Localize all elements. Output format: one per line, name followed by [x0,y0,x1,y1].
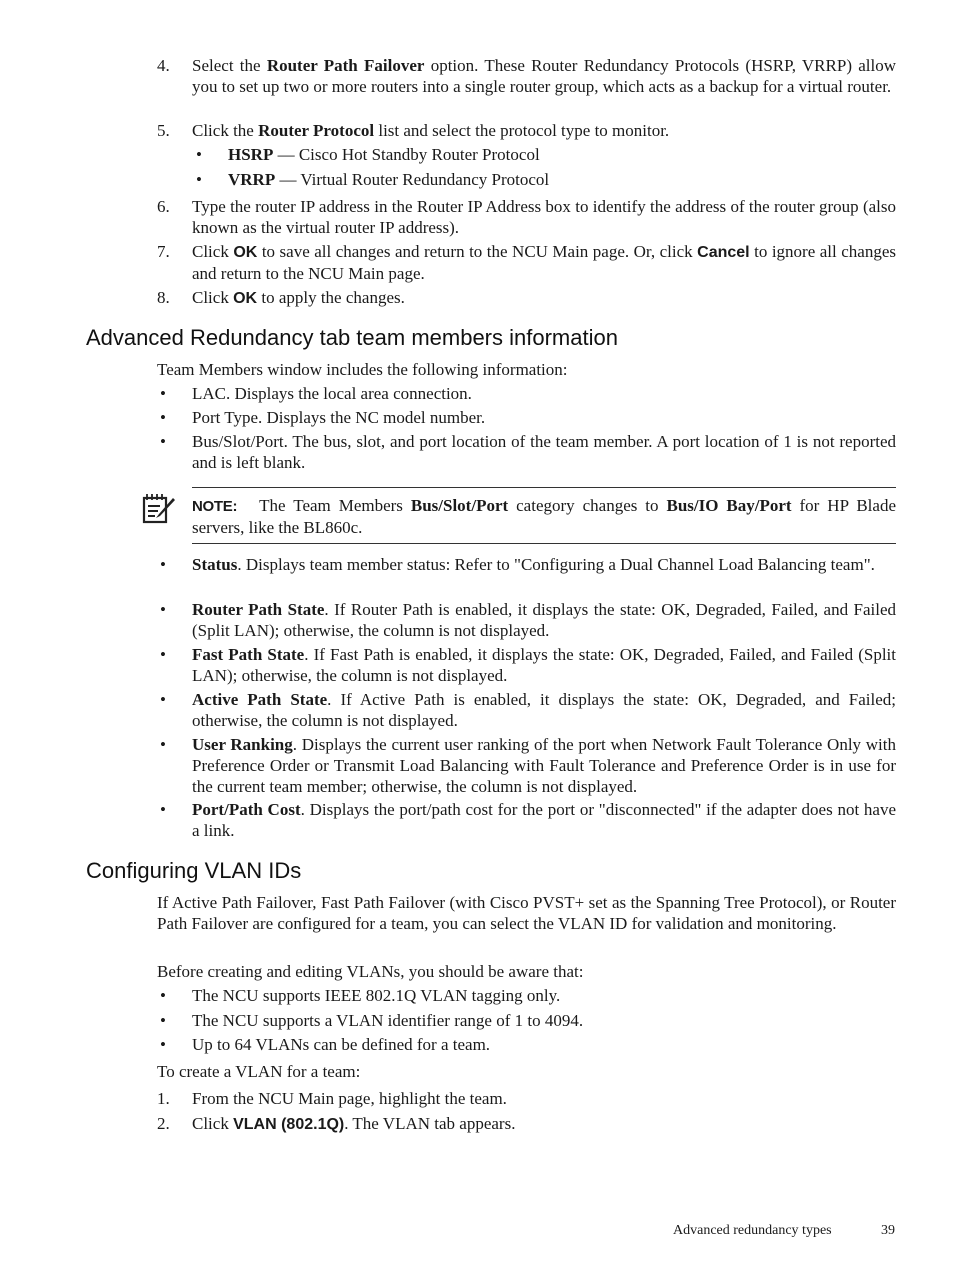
bullet: • [160,800,166,819]
ok-button-label: OK [233,244,258,261]
column-desc: . Displays the port/path cost for the port or "disconnected" if the adapter does not have a link. [192,800,897,840]
step-text: From the NCU Main page, highlight the team. [192,1089,507,1108]
paragraph: Before creating and editing VLANs, you should be aware that: [157,962,584,981]
ok-button-label: OK [233,290,258,307]
bullet: • [160,1011,166,1030]
list-item: Bus/Slot/Port. The bus, slot, and port location of the team member. A port location of 1 is not reported and is left blank. [192,432,896,472]
step-text: to apply the changes. [257,288,405,307]
note-text [192,496,896,539]
cancel-button-label: Cancel [697,244,750,261]
list-item: LAC. Displays the local area connection. [192,384,472,403]
note-term: Bus/IO Bay/Port [666,496,792,515]
bullet: • [160,690,166,709]
list-item: The NCU supports IEEE 802.1Q VLAN tagging only. [192,986,561,1005]
protocol-item [228,170,549,191]
column-name: Status [192,555,238,574]
note-bottom-rule [192,543,896,544]
step-number: 1. [157,1089,170,1108]
page-number: 39 [881,1223,895,1238]
step-text: Click the [192,121,259,140]
bullet: • [160,600,166,619]
step-text [192,1114,896,1136]
column-desc: . Displays the current user ranking of the port when Network Fault Tolerance Only with Preference Order or Transmit Load Balancing with Fault Tolerance and Preference Order is in use for the current team member; otherwise, the column is not displayed. [192,735,896,796]
bullet: • [160,384,166,403]
protocol-desc: — Cisco Hot Standby Router Protocol [273,145,540,164]
step-number: 8. [157,288,170,307]
note-part: for HP Blade servers, like the BL860c. [192,496,896,537]
section-heading: Configuring VLAN IDs [86,858,302,883]
bullet: • [196,170,202,189]
bullet: • [160,432,166,451]
note-pencil-icon [142,492,176,524]
list-item: Up to 64 VLANs can be defined for a team. [192,1035,491,1054]
paragraph: If Active Path Failover, Fast Path Failover (with Cisco PVST+ set as the Spanning Tree Protocol), or Router Path Failover are configured for a team, you can select the VLAN ID for validation and monitoring. [157,893,896,933]
list-item: Port Type. Displays the NC model number. [192,408,486,427]
step-number: 7. [157,242,170,261]
note-label: NOTE: [192,498,238,515]
step-text: Click [192,242,234,261]
column-name: Router Path State [192,600,325,619]
step-text: Select the [192,56,267,75]
list-item [192,600,896,642]
protocol-name: HSRP [228,145,274,164]
protocol-desc: — Virtual Router Redundancy Protocol [275,170,550,189]
step-number: 2. [157,1114,170,1133]
column-desc: . If Router Path is enabled, it displays the state: OK, Degraded, Failed, and Failed (Split LAN); otherwise, the column is not displayed. [192,600,897,640]
note-part: The Team Members [259,496,411,515]
note-part: category changes to [508,496,667,515]
step-7-text [192,242,896,285]
step-4-text [192,56,896,98]
bullet: • [160,1035,166,1054]
note-top-rule [192,487,896,488]
step-6-text: Type the router IP address in the Router IP Address box to identify the address of the router group (also known as the virtual router IP address). [192,197,896,237]
step-number: 4. [157,56,170,75]
footer-section-title: Advanced redundancy types [673,1223,832,1238]
step-text: to ignore all changes and return to the NCU Main page. [192,242,896,283]
bullet: • [160,555,166,574]
paragraph: To create a VLAN for a team: [157,1062,361,1081]
step-number: 5. [157,121,170,140]
column-name: User Ranking [192,735,293,754]
protocol-item [228,145,540,166]
list-item [192,690,896,732]
ui-term: Router Protocol [258,121,375,140]
list-item [192,645,896,687]
note-term: Bus/Slot/Port [410,496,509,515]
list-item: The NCU supports a VLAN identifier range of 1 to 4094. [192,1011,584,1030]
ui-term: Router Path Failover [266,56,425,75]
column-name: Fast Path State [192,645,305,664]
step-text: to save all changes and return to the NCU Main page. Or, click [257,242,698,261]
bullet: • [160,408,166,427]
section-intro: Team Members window includes the following information: [157,360,568,379]
column-desc: . If Active Path is enabled, it displays the state: OK, Degraded, and Failed; otherwise, the column is not displayed. [192,690,896,730]
bullet: • [196,145,202,164]
column-name: Port/Path Cost [192,800,301,819]
bullet: • [160,645,166,664]
section-heading: Advanced Redundancy tab team members information [86,325,618,350]
list-item [192,555,896,576]
column-name: Active Path State [192,690,328,709]
vlan-button-label: VLAN (802.1Q) [233,1116,345,1133]
step-number: 6. [157,197,170,216]
step-text: option. These Router Redundancy Protocols (HSRP, VRRP) allow you to set up two or more routers into a single router group, which acts as a backup for a virtual router. [192,56,896,96]
protocol-name: VRRP [228,170,276,189]
step-8-text [192,288,896,310]
list-item [192,735,896,797]
step-text-part: . The VLAN tab appears. [344,1114,516,1133]
step-5-text [192,121,896,142]
list-item [192,800,896,842]
bullet: • [160,735,166,754]
column-desc: . If Fast Path is enabled, it displays the state: OK, Degraded, Failed, and Failed (Split LAN); otherwise, the column is not displayed. [192,645,897,685]
step-text-part: Click [192,1114,234,1133]
step-text: Click [192,288,234,307]
column-desc: . Displays team member status: Refer to "Configuring a Dual Channel Load Balancing team". [237,555,875,574]
bullet: • [160,986,166,1005]
step-text: list and select the protocol type to monitor. [374,121,670,140]
